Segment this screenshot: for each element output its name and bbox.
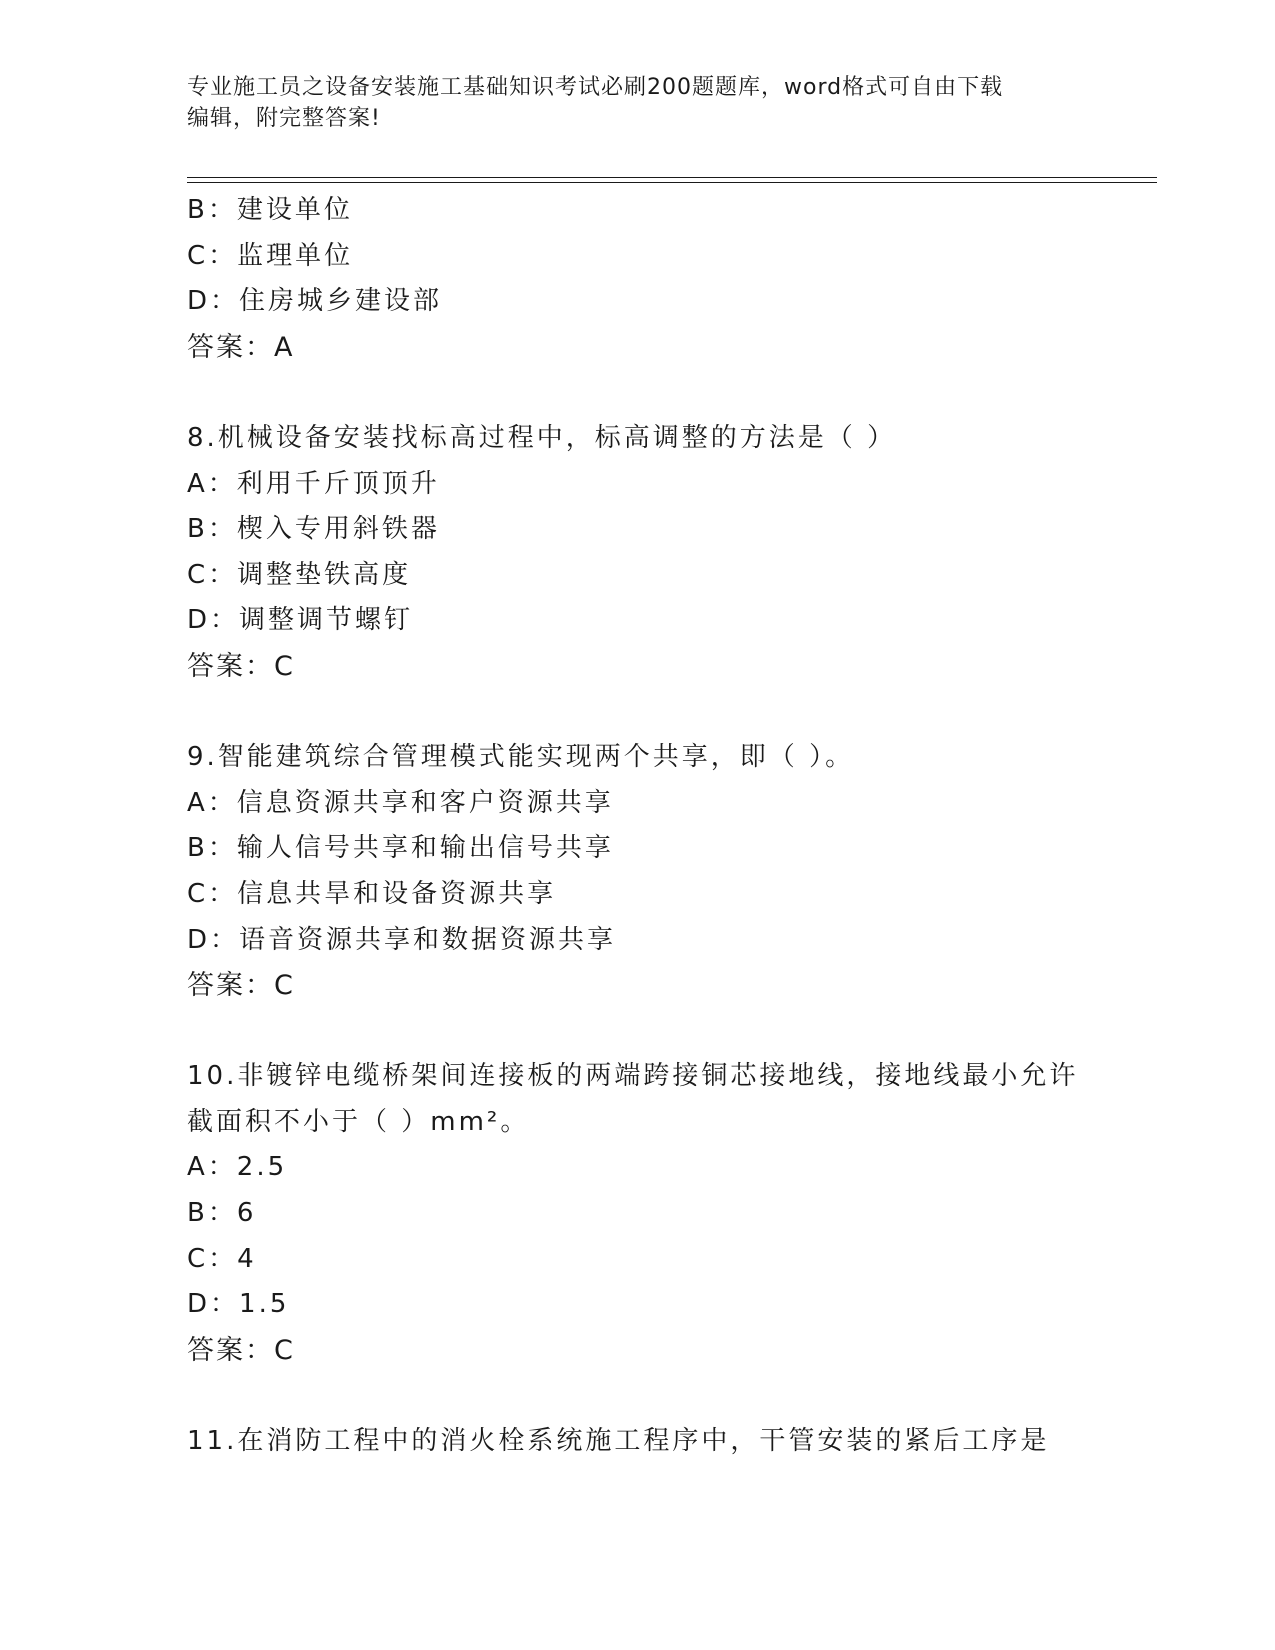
option-c: C：监理单位	[187, 240, 354, 271]
header-divider-bottom	[187, 182, 1157, 183]
document-header	[187, 72, 1087, 134]
question-10-option-b: B：6	[187, 1198, 257, 1229]
question-11-text: 11.在消防工程中的消火栓系统施工程序中，干管安装的紧后工序是	[187, 1426, 1050, 1457]
option-d: D：住房城乡建设部	[187, 286, 443, 317]
question-10-option-a: A：2.5	[187, 1152, 288, 1183]
question-8-answer: 答案：C	[187, 650, 295, 682]
option-b: B：建设单位	[187, 195, 353, 225]
header-title-line-1: 专业施工员之设备安装施工基础知识考试必刷200题题库，word格式可自由下载	[187, 75, 1004, 100]
spacer	[187, 1373, 1147, 1419]
question-8-option-d: D：调整调节螺钉	[187, 605, 414, 636]
spacer	[187, 370, 1147, 416]
question-8-option-c: C：调整垫铁高度	[187, 559, 412, 590]
question-9-option-b: B：输人信号共享和输出信号共享	[187, 833, 614, 864]
question-9-option-d: D：语音资源共享和数据资源共享	[187, 924, 617, 955]
spacer	[187, 1009, 1147, 1055]
question-8-text: 8.机械设备安装找标高过程中，标高调整的方法是（ ）	[187, 422, 897, 453]
header-title-line-2: 编辑，附完整答案!	[187, 106, 381, 131]
question-10-answer: 答案：C	[187, 1334, 295, 1366]
question-8-option-b: B：楔入专用斜铁器	[187, 514, 440, 545]
question-list	[187, 188, 1147, 1465]
question-8-option-a: A：利用千斤顶顶升	[187, 468, 440, 499]
question-9-answer: 答案：C	[187, 970, 295, 1002]
question-9-text: 9.智能建筑综合管理模式能实现两个共享，即（ ）。	[187, 742, 855, 773]
question-10-option-d: D：1.5	[187, 1289, 290, 1320]
question-10-text-line-2: 截面积不小于（ ）mm²。	[187, 1106, 530, 1137]
question-10-text-line-1: 10.非镀锌电缆桥架间连接板的两端跨接铜芯接地线，接地线最小允许	[187, 1061, 1079, 1092]
header-divider-top	[187, 177, 1157, 178]
question-9-option-c: C：信息共旱和设备资源共享	[187, 878, 557, 909]
question-10-option-c: C：4	[187, 1243, 257, 1274]
spacer	[187, 690, 1147, 736]
question-9-option-a: A：信息资源共享和客户资源共享	[187, 787, 614, 818]
answer-label: 答案：A	[187, 331, 295, 363]
